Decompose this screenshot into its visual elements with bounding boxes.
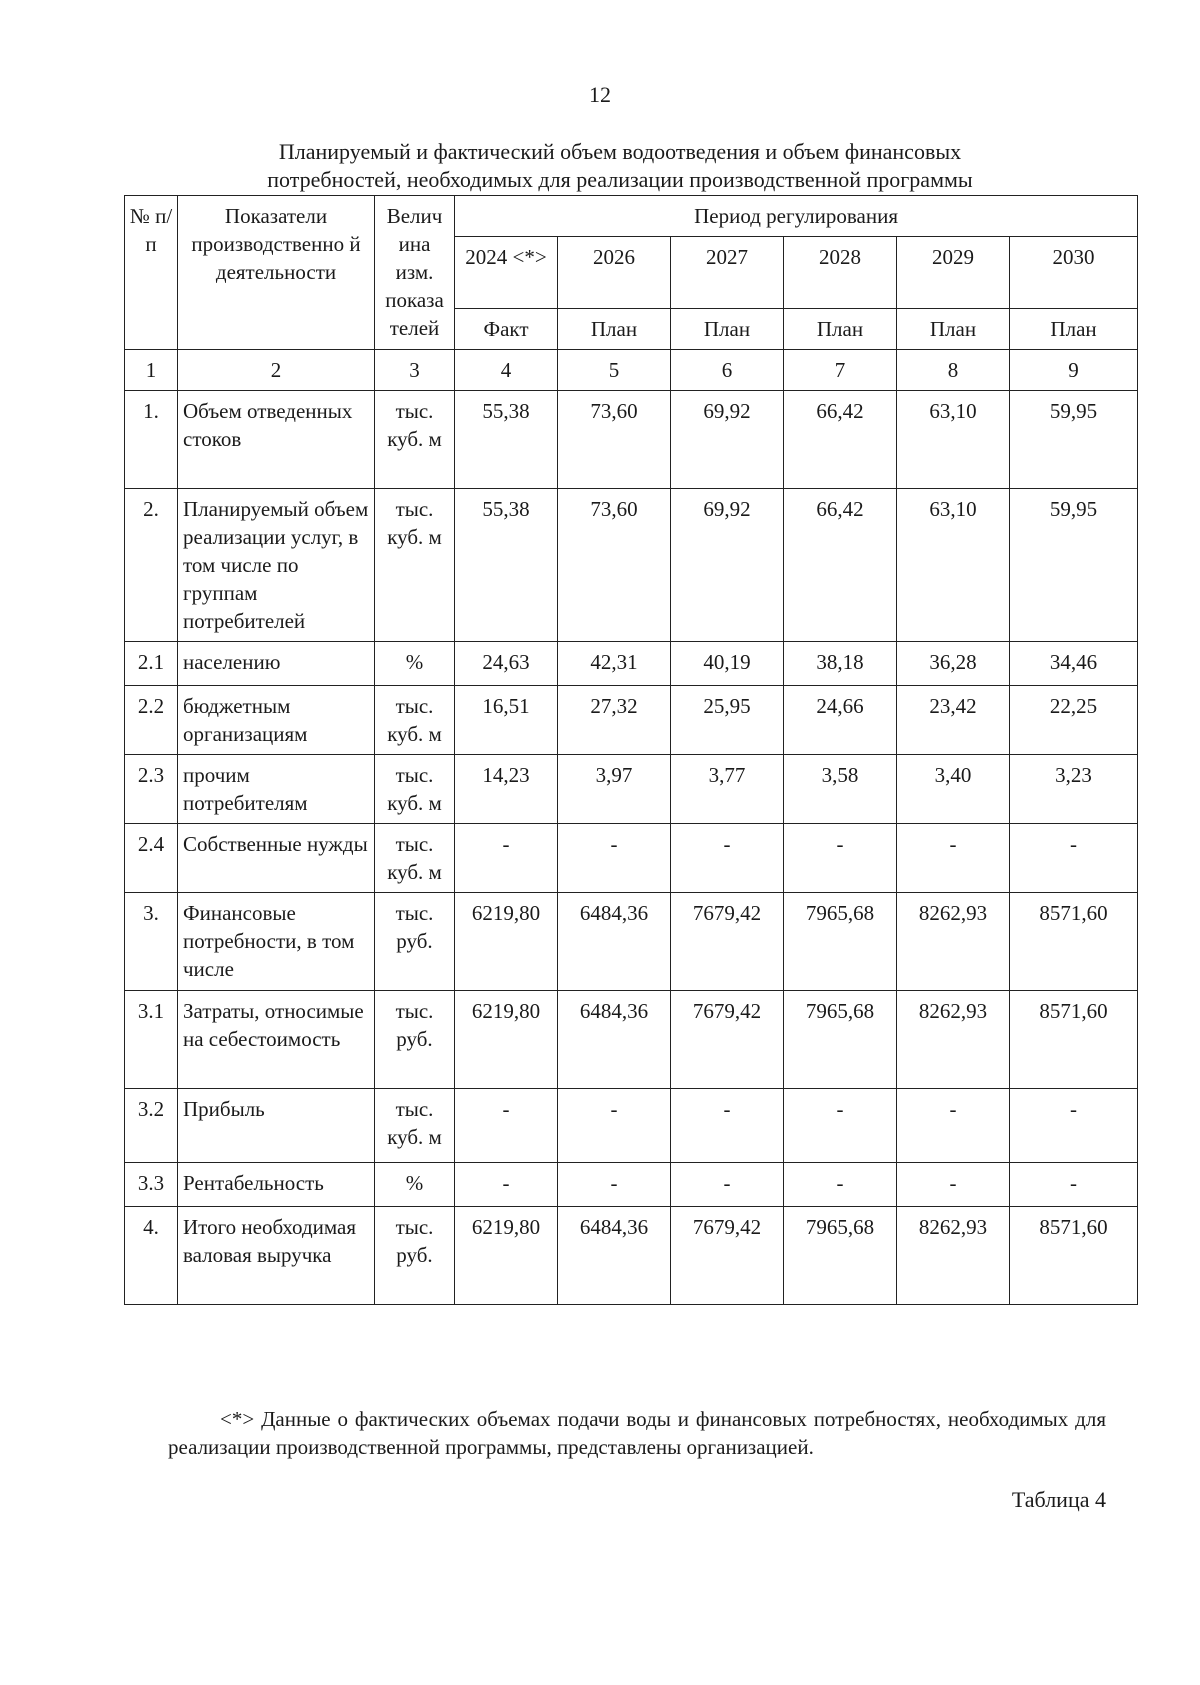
- row-unit: тыс. руб.: [375, 1207, 455, 1305]
- table-row: [125, 893, 1138, 991]
- row-value: 59,95: [1010, 489, 1138, 642]
- row-value: 55,38: [455, 489, 558, 642]
- table-row: [125, 686, 1138, 755]
- production-program-table: [124, 195, 1138, 1305]
- table-row: [125, 391, 1138, 489]
- row-unit: тыс. куб. м: [375, 686, 455, 755]
- table-row: [125, 991, 1138, 1089]
- row-value: 55,38: [455, 391, 558, 489]
- header-type: Факт: [455, 309, 558, 350]
- row-value: -: [1010, 1163, 1138, 1207]
- row-value: 73,60: [558, 391, 671, 489]
- row-value: -: [558, 1163, 671, 1207]
- table-row: [125, 1207, 1138, 1305]
- row-number: 2.4: [125, 824, 178, 893]
- row-unit: тыс. куб. м: [375, 391, 455, 489]
- row-value: 69,92: [671, 489, 784, 642]
- row-value: 24,63: [455, 642, 558, 686]
- row-value: -: [671, 824, 784, 893]
- row-value: 7965,68: [784, 893, 897, 991]
- header-indicator: Показатели производственно й деятельности: [178, 196, 375, 350]
- row-indicator: Прибыль: [178, 1089, 375, 1163]
- row-indicator: бюджетным организациям: [178, 686, 375, 755]
- table-row: [125, 1163, 1138, 1207]
- row-value: 3,58: [784, 755, 897, 824]
- row-value: -: [784, 1163, 897, 1207]
- next-table-label: Таблица 4: [1011, 1487, 1106, 1512]
- row-value: 8262,93: [897, 893, 1010, 991]
- row-value: 27,32: [558, 686, 671, 755]
- column-number: 7: [784, 350, 897, 391]
- row-unit: тыс. руб.: [375, 893, 455, 991]
- row-value: -: [784, 1089, 897, 1163]
- header-type: План: [784, 309, 897, 350]
- table-row: [125, 489, 1138, 642]
- header-type: План: [671, 309, 784, 350]
- row-number: 3.1: [125, 991, 178, 1089]
- header-year: 2027: [671, 237, 784, 309]
- row-value: 23,42: [897, 686, 1010, 755]
- row-value: 6219,80: [455, 1207, 558, 1305]
- row-value: -: [1010, 824, 1138, 893]
- row-value: 8262,93: [897, 991, 1010, 1089]
- column-number: 4: [455, 350, 558, 391]
- row-value: -: [455, 1163, 558, 1207]
- row-value: 16,51: [455, 686, 558, 755]
- row-value: 22,25: [1010, 686, 1138, 755]
- row-value: 38,18: [784, 642, 897, 686]
- row-number: 2.3: [125, 755, 178, 824]
- row-unit: %: [375, 642, 455, 686]
- row-value: 69,92: [671, 391, 784, 489]
- row-value: 59,95: [1010, 391, 1138, 489]
- header-year: 2028: [784, 237, 897, 309]
- row-unit: %: [375, 1163, 455, 1207]
- row-unit: тыс. куб. м: [375, 755, 455, 824]
- row-value: 3,77: [671, 755, 784, 824]
- table-row: [125, 642, 1138, 686]
- header-unit: Велич ина изм. показа телей: [375, 196, 455, 350]
- row-value: 7679,42: [671, 991, 784, 1089]
- column-number: 9: [1010, 350, 1138, 391]
- row-value: 6219,80: [455, 991, 558, 1089]
- row-value: 7965,68: [784, 991, 897, 1089]
- row-value: 8571,60: [1010, 1207, 1138, 1305]
- row-value: -: [671, 1089, 784, 1163]
- row-value: -: [455, 1089, 558, 1163]
- footnote: <*> Данные о фактических объемах подачи воды и финансовых потребностях, необходимых для реализации производственной программы, представлены организацией.: [168, 1407, 1106, 1459]
- row-indicator: Рентабельность: [178, 1163, 375, 1207]
- column-number: 1: [125, 350, 178, 391]
- table-row: [125, 1089, 1138, 1163]
- column-numbers-row: [125, 350, 1138, 391]
- row-value: -: [558, 1089, 671, 1163]
- row-number: 3.3: [125, 1163, 178, 1207]
- column-number: 8: [897, 350, 1010, 391]
- row-value: 63,10: [897, 489, 1010, 642]
- row-indicator: Собственные нужды: [178, 824, 375, 893]
- title-line-1: Планируемый и фактический объем водоотведения и объем финансовых: [278, 139, 962, 164]
- header-year: 2030: [1010, 237, 1138, 309]
- row-value: 24,66: [784, 686, 897, 755]
- column-number: 2: [178, 350, 375, 391]
- row-value: -: [455, 824, 558, 893]
- row-value: 7679,42: [671, 893, 784, 991]
- row-value: 8262,93: [897, 1207, 1010, 1305]
- row-indicator: Итого необходимая валовая выручка: [178, 1207, 375, 1305]
- row-number: 3.2: [125, 1089, 178, 1163]
- table-row: [125, 755, 1138, 824]
- column-number: 6: [671, 350, 784, 391]
- column-number: 5: [558, 350, 671, 391]
- table-title: [140, 138, 1100, 194]
- row-number: 1.: [125, 391, 178, 489]
- row-value: -: [897, 824, 1010, 893]
- page-number: 12: [589, 82, 611, 107]
- row-number: 2.: [125, 489, 178, 642]
- row-value: 6484,36: [558, 893, 671, 991]
- row-unit: тыс. куб. м: [375, 824, 455, 893]
- column-number: 3: [375, 350, 455, 391]
- header-type: План: [558, 309, 671, 350]
- row-value: 25,95: [671, 686, 784, 755]
- row-value: -: [1010, 1089, 1138, 1163]
- row-value: -: [897, 1163, 1010, 1207]
- row-value: 6219,80: [455, 893, 558, 991]
- row-value: 7965,68: [784, 1207, 897, 1305]
- row-indicator: Объем отведенных стоков: [178, 391, 375, 489]
- row-value: -: [671, 1163, 784, 1207]
- row-value: 66,42: [784, 391, 897, 489]
- row-number: 3.: [125, 893, 178, 991]
- row-value: 66,42: [784, 489, 897, 642]
- row-indicator: населению: [178, 642, 375, 686]
- row-value: 7679,42: [671, 1207, 784, 1305]
- row-value: 6484,36: [558, 991, 671, 1089]
- header-year: 2024 <*>: [455, 237, 558, 309]
- header-row-1: [125, 196, 1138, 237]
- table-row: [125, 824, 1138, 893]
- header-type: План: [1010, 309, 1138, 350]
- row-value: 3,40: [897, 755, 1010, 824]
- header-period: Период регулирования: [455, 196, 1138, 237]
- header-year: 2029: [897, 237, 1010, 309]
- row-indicator: Затраты, относимые на себестоимость: [178, 991, 375, 1089]
- header-num: № п/п: [125, 196, 178, 350]
- row-value: 36,28: [897, 642, 1010, 686]
- row-value: 34,46: [1010, 642, 1138, 686]
- row-value: -: [897, 1089, 1010, 1163]
- row-number: 2.1: [125, 642, 178, 686]
- row-value: 42,31: [558, 642, 671, 686]
- header-year: 2026: [558, 237, 671, 309]
- title-line-2: потребностей, необходимых для реализации производственной программы: [267, 167, 973, 192]
- row-value: 3,97: [558, 755, 671, 824]
- row-value: 63,10: [897, 391, 1010, 489]
- row-indicator: Финансовые потребности, в том числе: [178, 893, 375, 991]
- row-value: 8571,60: [1010, 991, 1138, 1089]
- row-number: 4.: [125, 1207, 178, 1305]
- row-value: 73,60: [558, 489, 671, 642]
- row-indicator: прочим потребителям: [178, 755, 375, 824]
- row-value: 8571,60: [1010, 893, 1138, 991]
- row-unit: тыс. куб. м: [375, 1089, 455, 1163]
- row-value: 14,23: [455, 755, 558, 824]
- table-body: [125, 391, 1138, 1305]
- row-indicator: Планируемый объем реализации услуг, в том числе по группам потребителей: [178, 489, 375, 642]
- row-number: 2.2: [125, 686, 178, 755]
- row-value: -: [784, 824, 897, 893]
- row-value: -: [558, 824, 671, 893]
- row-value: 40,19: [671, 642, 784, 686]
- row-unit: тыс. руб.: [375, 991, 455, 1089]
- row-value: 3,23: [1010, 755, 1138, 824]
- row-value: 6484,36: [558, 1207, 671, 1305]
- header-type: План: [897, 309, 1010, 350]
- row-unit: тыс. куб. м: [375, 489, 455, 642]
